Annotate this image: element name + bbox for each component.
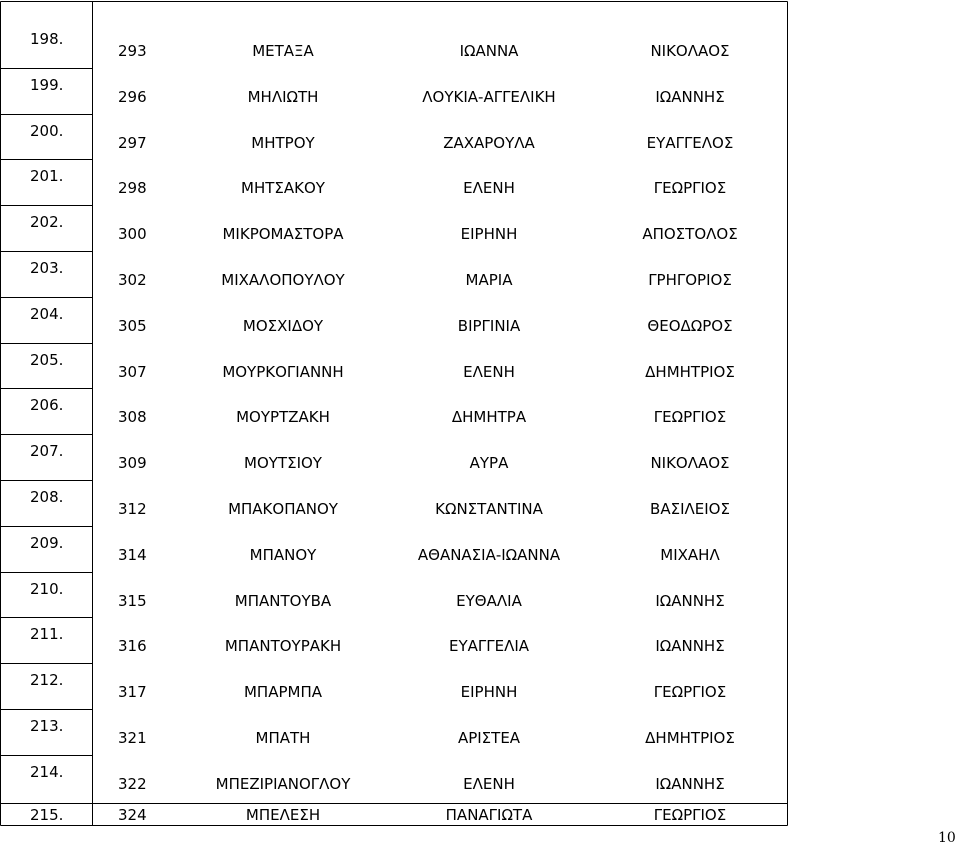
first-name: ΖΑΧΑΡΟΥΛΑ [443,133,535,152]
row-index: 204. [30,304,64,323]
first-name: ΒΙΡΓΙΝΙΑ [457,316,521,335]
first-name: ΑΘΑΝΑΣΙΑ-ΙΩΑΝΝΑ [417,545,561,564]
fathers-name: ΑΠΟΣΤΟΛΟΣ [642,225,738,244]
registration-code: 297 [118,133,147,152]
surname: ΜΙΚΡΟΜΑΣΤΟΡΑ [222,225,344,244]
registration-code: 309 [118,454,147,473]
row-index: 211. [30,625,64,644]
fathers-name: ΕΥΑΓΓΕΛΟΣ [646,133,734,152]
surname: ΜΟΥΤΣΙΟΥ [244,454,322,473]
registration-code: 324 [118,806,147,824]
row-index: 201. [30,167,64,186]
fathers-name: ΝΙΚΟΛΑΟΣ [650,42,730,60]
registration-code: 305 [118,316,147,335]
first-name: ΠΑΝΑΓΙΩΤΑ [445,806,533,824]
fathers-name: ΔΗΜΗΤΡΙΟΣ [645,362,735,381]
row-index: 208. [30,488,64,506]
first-name: ΕΙΡΗΝΗ [460,683,518,702]
first-name: ΕΥΑΓΓΕΛΙΑ [448,637,530,656]
first-name: ΑΡΙΣΤΕΑ [457,729,521,747]
page-number: 10 [938,830,956,846]
surname: ΜΠΕΛΕΣΗ [245,806,321,824]
surname: ΜΠΑΝΤΟΥΒΑ [234,591,332,610]
fathers-name: ΙΩΑΝΝΗΣ [655,774,725,793]
first-name: ΜΑΡΙΑ [465,271,513,289]
first-name: ΚΩΝΣΤΑΝΤΙΝΑ [435,500,543,518]
fathers-name: ΓΡΗΓΟΡΙΟΣ [648,271,732,289]
surname: ΜΟΥΡΚΟΓΙΑΝΝΗ [222,362,344,381]
row-index: 199. [30,75,64,94]
fathers-name: ΓΕΩΡΓΙΟΣ [653,408,727,427]
registration-code: 317 [118,683,147,702]
surname: ΜΠΑΝΟΥ [249,545,317,564]
surname: ΜΟΥΡΤΖΑΚΗ [236,408,330,427]
row-index: 206. [30,396,64,415]
fathers-name: ΙΩΑΝΝΗΣ [655,591,725,610]
registration-code: 293 [118,42,147,60]
registration-code: 322 [118,774,147,793]
fathers-name: ΙΩΑΝΝΗΣ [655,87,725,106]
first-name: ΕΛΕΝΗ [463,774,515,793]
first-name: ΕΙΡΗΝΗ [460,225,518,244]
surname: ΜΠΑΤΗ [255,729,311,747]
registration-code: 314 [118,545,147,564]
registration-code: 321 [118,729,147,747]
fathers-name: ΓΕΩΡΓΙΟΣ [653,683,727,702]
surname: ΜΗΤΣΑΚΟΥ [241,179,325,198]
registration-code: 316 [118,637,147,656]
first-name: ΕΛΕΝΗ [463,362,515,381]
first-name: ΛΟΥΚΙΑ-ΑΓΓΕΛΙΚΗ [422,87,556,106]
row-index: 210. [30,579,64,598]
first-name: ΕΛΕΝΗ [463,179,515,198]
fathers-name: ΘΕΟΔΩΡΟΣ [647,316,733,335]
row-index: 203. [30,259,64,277]
row-index: 198. [30,30,64,48]
surname: ΜΠΑΚΟΠΑΝΟΥ [228,500,338,518]
surname: ΜΗΛΙΩΤΗ [247,87,319,106]
fathers-name: ΓΕΩΡΓΙΟΣ [653,179,727,198]
fathers-name: ΝΙΚΟΛΑΟΣ [650,454,730,473]
surname: ΜΗΤΡΟΥ [251,133,315,152]
registration-code: 308 [118,408,147,427]
fathers-name: ΔΗΜΗΤΡΙΟΣ [645,729,735,747]
row-index: 212. [30,671,64,690]
first-name: ΑΥΡΑ [469,454,509,473]
surname: ΜΟΣΧΙΔΟΥ [242,316,324,335]
first-name: ΕΥΘΑΛΙΑ [456,591,522,610]
registration-code: 298 [118,179,147,198]
surname: ΜΙΧΑΛΟΠΟΥΛΟΥ [221,271,345,289]
row-index: 214. [30,762,64,781]
surname: ΜΠΑΡΜΠΑ [243,683,323,702]
surname: ΜΠΕΖΙΡΙΑΝΟΓΛΟΥ [215,774,351,793]
surname: ΜΕΤΑΞΑ [252,42,314,60]
row-index: 200. [30,121,64,140]
row-index: 202. [30,213,64,232]
row-index: 209. [30,533,64,552]
fathers-name: ΓΕΩΡΓΙΟΣ [653,806,727,824]
first-name: ΔΗΜΗΤΡΑ [451,408,527,427]
registration-code: 312 [118,500,147,518]
registration-code: 300 [118,225,147,244]
first-name: ΙΩΑΝΝΑ [459,42,519,60]
row-index: 215. [30,806,64,824]
registration-code: 296 [118,87,147,106]
fathers-name: ΙΩΑΝΝΗΣ [655,637,725,656]
registration-code: 307 [118,362,147,381]
registration-code: 315 [118,591,147,610]
surname: ΜΠΑΝΤΟΥΡΑΚΗ [224,637,342,656]
row-index: 207. [30,442,64,461]
row-index: 213. [30,717,64,735]
registration-code: 302 [118,271,147,289]
fathers-name: ΒΑΣΙΛΕΙΟΣ [650,500,730,518]
fathers-name: ΜΙΧΑΗΛ [660,545,720,564]
row-index: 205. [30,350,64,369]
